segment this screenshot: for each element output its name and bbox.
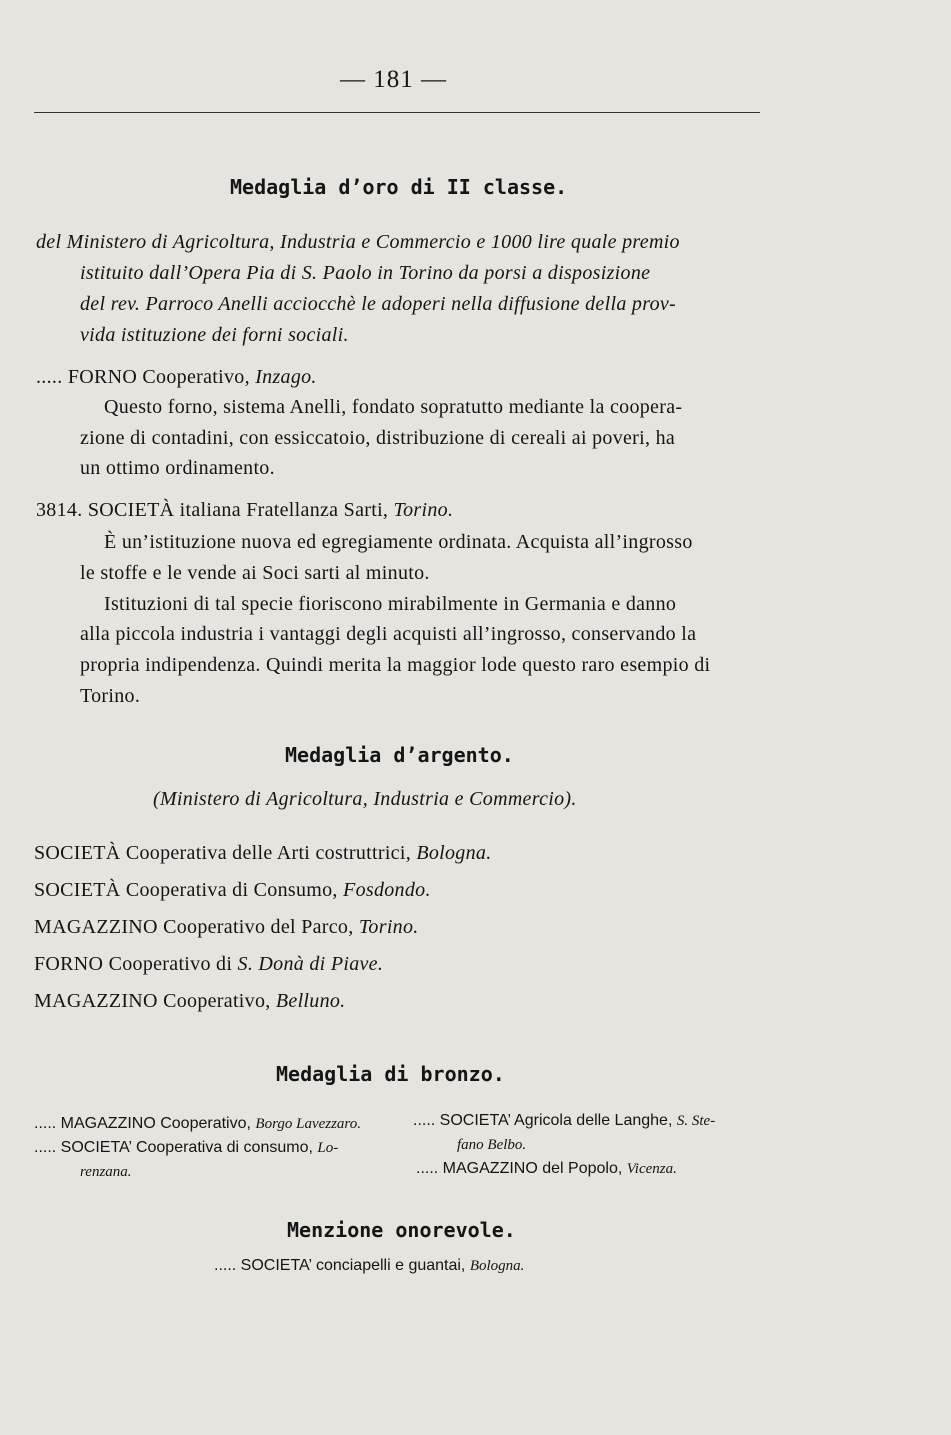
entry-name: MAGAZZINO Cooperativo,: [34, 990, 271, 1012]
silver-subtitle: (Ministero di Agricoltura, Industria e Commercio).: [153, 788, 577, 810]
silver-medal-heading: Medaglia d’argento.: [285, 743, 514, 767]
entry1-line-3: un ottimo ordinamento.: [80, 457, 275, 479]
award-line-4: vida istituzione dei forni sociali.: [80, 324, 349, 346]
bronze-right-entry-2: [416, 1160, 677, 1178]
bronze-left-entry-2-cont: renzana.: [80, 1164, 132, 1180]
entry2-line-2: le stoffe e le vende ai Soci sarti al minuto.: [80, 562, 430, 584]
honorable-entry: [214, 1257, 524, 1275]
page-number: — 181 —: [340, 66, 447, 93]
entry-name: ..... MAGAZZINO Cooperativo,: [34, 1115, 251, 1132]
entry-name: ..... SOCIETA’ Agricola delle Langhe,: [413, 1112, 673, 1129]
entry2-line-4: alla piccola industria i vantaggi degli acquisti all’ingrosso, conservando la: [80, 623, 697, 645]
silver-entry-5: [34, 990, 345, 1013]
entry1-line-2: zione di contadini, con essiccatoio, distribuzione di cereali ai poveri, ha: [80, 427, 676, 449]
entry-name: MAGAZZINO Cooperativo del Parco,: [34, 916, 354, 938]
bronze-left-entry-1: [34, 1115, 361, 1133]
header-rule: [34, 112, 760, 113]
entry-place: Torino.: [358, 916, 419, 938]
entry-place: Bologna.: [469, 1258, 525, 1274]
bronze-medal-heading: Medaglia di bronzo.: [276, 1062, 505, 1086]
entry-forno-inzago: [36, 366, 317, 389]
entry-place: Inzago.: [255, 366, 317, 388]
bronze-right-entry-1-cont: fano Belbo.: [457, 1137, 527, 1153]
entry-place: Fosdondo.: [343, 879, 431, 901]
entry-place: S. Ste-: [676, 1113, 716, 1129]
entry-name: SOCIETÀ Cooperativa delle Arti costruttrici,: [34, 842, 412, 864]
silver-entry-2: [34, 879, 431, 902]
silver-entry-4: [34, 953, 383, 976]
gold-medal-heading: Medaglia d’oro di II classe.: [230, 175, 568, 199]
entry-place: Bologna.: [416, 842, 492, 864]
award-line-1: del Ministero di Agricoltura, Industria e Commercio e 1000 lire quale premio: [36, 231, 680, 253]
entry-place: Torino.: [393, 499, 454, 521]
entry-name: ..... SOCIETA’ conciapelli e guantai,: [214, 1257, 466, 1274]
bronze-right-entry-1: [413, 1112, 715, 1130]
entry-place: Vicenza.: [626, 1161, 677, 1177]
entry-name: SOCIETÀ Cooperativa di Consumo,: [34, 879, 338, 901]
entry-number: 3814.: [36, 499, 83, 521]
entry-place: S. Donà di Piave.: [237, 953, 384, 975]
entry-prefix: .....: [36, 366, 63, 388]
silver-entry-1: [34, 842, 492, 865]
entry-societa-sarti: [36, 499, 453, 522]
entry-name: ..... SOCIETA’ Cooperativa di consumo,: [34, 1139, 313, 1156]
award-line-3: del rev. Parroco Anelli acciocchè le adoperi nella diffusione della prov-: [80, 293, 677, 315]
entry2-line-5: propria indipendenza. Quindi merita la maggior lode questo raro esempio di: [80, 654, 711, 676]
entry-name: FORNO Cooperativo di: [34, 953, 233, 975]
entry2-line-1: È un’istituzione nuova ed egregiamente ordinata. Acquista all’ingrosso: [104, 531, 693, 553]
entry-name: SOCIETÀ italiana Fratellanza Sarti,: [87, 499, 389, 521]
bronze-left-entry-2: [34, 1139, 338, 1157]
entry2-line-3: Istituzioni di tal specie fioriscono mirabilmente in Germania e danno: [104, 593, 677, 615]
entry1-line-1: Questo forno, sistema Anelli, fondato sopratutto mediante la coopera-: [104, 396, 683, 418]
award-line-2: istituito dall’Opera Pia di S. Paolo in Torino da porsi a disposizione: [80, 262, 651, 284]
honorable-mention-heading: Menzione onorevole.: [287, 1218, 516, 1242]
entry2-line-6: Torino.: [80, 685, 141, 707]
silver-entry-3: [34, 916, 419, 939]
entry-place: Borgo Lavezzaro.: [255, 1116, 361, 1132]
entry-place: Belluno.: [275, 990, 346, 1012]
entry-place: Lo-: [317, 1140, 339, 1156]
entry-name: ..... MAGAZZINO del Popolo,: [416, 1160, 623, 1177]
entry-name: FORNO Cooperativo,: [67, 366, 250, 388]
